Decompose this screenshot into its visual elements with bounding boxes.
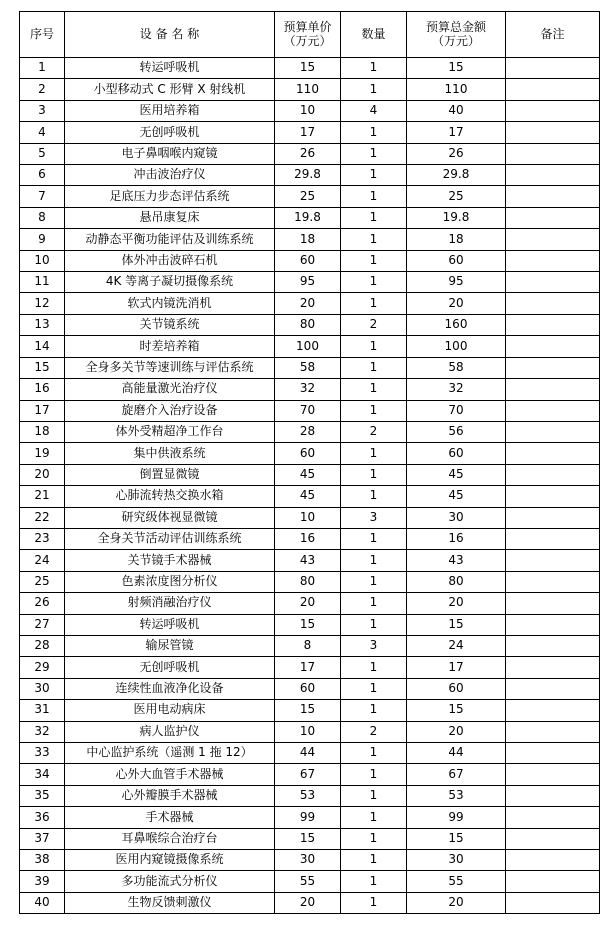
table-row <box>20 229 600 250</box>
cell-unit-price: 60 <box>275 678 341 699</box>
cell-note <box>506 486 600 507</box>
cell-qty: 1 <box>341 571 407 592</box>
cell-note <box>506 528 600 549</box>
header-total <box>407 12 506 58</box>
cell-unit-price: 80 <box>275 571 341 592</box>
table-row <box>20 165 600 186</box>
cell-note <box>506 443 600 464</box>
table-row <box>20 528 600 549</box>
cell-name: 多功能流式分析仪 <box>65 871 275 892</box>
cell-note <box>506 550 600 571</box>
cell-note <box>506 743 600 764</box>
cell-note <box>506 79 600 100</box>
cell-note <box>506 700 600 721</box>
cell-qty: 1 <box>341 743 407 764</box>
table-row <box>20 550 600 571</box>
cell-qty: 1 <box>341 764 407 785</box>
cell-note <box>506 850 600 871</box>
cell-name: 色素浓度图分析仪 <box>65 571 275 592</box>
cell-name: 手术器械 <box>65 807 275 828</box>
cell-unit-price: 17 <box>275 122 341 143</box>
cell-note <box>506 593 600 614</box>
table-row <box>20 678 600 699</box>
cell-note <box>506 250 600 271</box>
cell-name: 耳鼻喉综合治疗台 <box>65 828 275 849</box>
cell-unit-price: 20 <box>275 593 341 614</box>
cell-seq: 38 <box>20 850 65 871</box>
cell-total: 24 <box>407 635 506 656</box>
cell-total: 40 <box>407 100 506 121</box>
cell-seq: 36 <box>20 807 65 828</box>
cell-total: 32 <box>407 379 506 400</box>
cell-seq: 23 <box>20 528 65 549</box>
cell-seq: 14 <box>20 336 65 357</box>
cell-note <box>506 785 600 806</box>
cell-qty: 1 <box>341 122 407 143</box>
cell-note <box>506 143 600 164</box>
cell-total: 43 <box>407 550 506 571</box>
cell-qty: 1 <box>341 678 407 699</box>
table-row <box>20 122 600 143</box>
cell-seq: 37 <box>20 828 65 849</box>
cell-name: 时差培养箱 <box>65 336 275 357</box>
cell-name: 集中供液系统 <box>65 443 275 464</box>
cell-qty: 1 <box>341 58 407 79</box>
cell-name: 医用培养箱 <box>65 100 275 121</box>
cell-total: 26 <box>407 143 506 164</box>
cell-qty: 1 <box>341 165 407 186</box>
cell-qty: 1 <box>341 293 407 314</box>
cell-name: 转运呼吸机 <box>65 58 275 79</box>
cell-qty: 1 <box>341 357 407 378</box>
cell-unit-price: 44 <box>275 743 341 764</box>
cell-name: 生物反馈刺激仪 <box>65 892 275 913</box>
cell-seq: 34 <box>20 764 65 785</box>
cell-qty: 1 <box>341 79 407 100</box>
cell-seq: 19 <box>20 443 65 464</box>
cell-seq: 1 <box>20 58 65 79</box>
cell-qty: 2 <box>341 721 407 742</box>
cell-qty: 1 <box>341 785 407 806</box>
cell-unit-price: 60 <box>275 250 341 271</box>
cell-seq: 35 <box>20 785 65 806</box>
cell-note <box>506 314 600 335</box>
equipment-budget-table <box>19 11 600 914</box>
cell-name: 电子鼻咽喉内窥镜 <box>65 143 275 164</box>
cell-qty: 1 <box>341 871 407 892</box>
cell-unit-price: 32 <box>275 379 341 400</box>
table-row <box>20 850 600 871</box>
cell-seq: 9 <box>20 229 65 250</box>
cell-name: 心外瓣膜手术器械 <box>65 785 275 806</box>
cell-total: 18 <box>407 229 506 250</box>
cell-name: 中心监护系统（遥测 1 拖 12） <box>65 743 275 764</box>
cell-total: 60 <box>407 443 506 464</box>
cell-name: 小型移动式 C 形臂 X 射线机 <box>65 79 275 100</box>
cell-qty: 1 <box>341 593 407 614</box>
cell-unit-price: 99 <box>275 807 341 828</box>
cell-seq: 22 <box>20 507 65 528</box>
table-row <box>20 743 600 764</box>
cell-note <box>506 336 600 357</box>
cell-note <box>506 635 600 656</box>
cell-total: 55 <box>407 871 506 892</box>
cell-name: 无创呼吸机 <box>65 122 275 143</box>
cell-total: 20 <box>407 593 506 614</box>
table-row <box>20 635 600 656</box>
cell-seq: 6 <box>20 165 65 186</box>
table-row <box>20 186 600 207</box>
cell-qty: 1 <box>341 528 407 549</box>
cell-name: 转运呼吸机 <box>65 614 275 635</box>
table-row <box>20 593 600 614</box>
cell-note <box>506 828 600 849</box>
cell-unit-price: 20 <box>275 293 341 314</box>
cell-note <box>506 400 600 421</box>
cell-name: 医用电动病床 <box>65 700 275 721</box>
cell-total: 70 <box>407 400 506 421</box>
table-row <box>20 357 600 378</box>
cell-seq: 3 <box>20 100 65 121</box>
cell-note <box>506 678 600 699</box>
cell-name: 旋磨介入治疗设备 <box>65 400 275 421</box>
cell-total: 45 <box>407 464 506 485</box>
header-seq: 序号 <box>20 12 65 58</box>
cell-total: 20 <box>407 892 506 913</box>
cell-total: 60 <box>407 678 506 699</box>
cell-name: 软式内镜洗消机 <box>65 293 275 314</box>
cell-note <box>506 207 600 228</box>
cell-unit-price: 10 <box>275 100 341 121</box>
cell-name: 射频消融治疗仪 <box>65 593 275 614</box>
table-row <box>20 700 600 721</box>
cell-qty: 1 <box>341 207 407 228</box>
table-row <box>20 871 600 892</box>
cell-total: 110 <box>407 79 506 100</box>
cell-qty: 3 <box>341 507 407 528</box>
cell-seq: 20 <box>20 464 65 485</box>
cell-total: 99 <box>407 807 506 828</box>
cell-seq: 40 <box>20 892 65 913</box>
table-row <box>20 379 600 400</box>
cell-seq: 33 <box>20 743 65 764</box>
cell-name: 心外大血管手术器械 <box>65 764 275 785</box>
cell-unit-price: 19.8 <box>275 207 341 228</box>
cell-total: 17 <box>407 122 506 143</box>
cell-name: 无创呼吸机 <box>65 657 275 678</box>
table-row <box>20 207 600 228</box>
table-header-row <box>20 12 600 58</box>
cell-qty: 1 <box>341 828 407 849</box>
cell-unit-price: 53 <box>275 785 341 806</box>
cell-note <box>506 100 600 121</box>
table-row <box>20 400 600 421</box>
table-row <box>20 421 600 442</box>
cell-name: 悬吊康复床 <box>65 207 275 228</box>
cell-name: 体外冲击波碎石机 <box>65 250 275 271</box>
table-row <box>20 143 600 164</box>
cell-total: 15 <box>407 614 506 635</box>
cell-total: 100 <box>407 336 506 357</box>
cell-seq: 21 <box>20 486 65 507</box>
cell-unit-price: 10 <box>275 721 341 742</box>
cell-note <box>506 58 600 79</box>
cell-note <box>506 379 600 400</box>
cell-name: 输尿管镜 <box>65 635 275 656</box>
cell-seq: 24 <box>20 550 65 571</box>
cell-unit-price: 17 <box>275 657 341 678</box>
table-row <box>20 764 600 785</box>
header-unit-price <box>275 12 341 58</box>
cell-name: 高能量激光治疗仪 <box>65 379 275 400</box>
cell-total: 17 <box>407 657 506 678</box>
cell-unit-price: 20 <box>275 892 341 913</box>
cell-unit-price: 100 <box>275 336 341 357</box>
cell-name: 关节镜手术器械 <box>65 550 275 571</box>
table-row <box>20 272 600 293</box>
header-unit-price-label: 预算单价 <box>283 19 332 34</box>
table-row <box>20 807 600 828</box>
cell-name: 研究级体视显微镜 <box>65 507 275 528</box>
cell-note <box>506 871 600 892</box>
header-total-label: 预算总金额 <box>425 19 486 34</box>
table-row <box>20 250 600 271</box>
table-row <box>20 507 600 528</box>
cell-unit-price: 60 <box>275 443 341 464</box>
cell-unit-price: 29.8 <box>275 165 341 186</box>
cell-total: 30 <box>407 507 506 528</box>
table-row <box>20 828 600 849</box>
cell-seq: 5 <box>20 143 65 164</box>
cell-seq: 17 <box>20 400 65 421</box>
cell-unit-price: 26 <box>275 143 341 164</box>
table-row <box>20 571 600 592</box>
cell-qty: 2 <box>341 314 407 335</box>
cell-unit-price: 18 <box>275 229 341 250</box>
cell-qty: 1 <box>341 614 407 635</box>
cell-note <box>506 122 600 143</box>
cell-note <box>506 764 600 785</box>
cell-unit-price: 80 <box>275 314 341 335</box>
cell-qty: 1 <box>341 486 407 507</box>
cell-seq: 39 <box>20 871 65 892</box>
cell-name: 关节镜系统 <box>65 314 275 335</box>
cell-qty: 3 <box>341 635 407 656</box>
cell-seq: 15 <box>20 357 65 378</box>
cell-seq: 26 <box>20 593 65 614</box>
cell-seq: 4 <box>20 122 65 143</box>
cell-total: 29.8 <box>407 165 506 186</box>
cell-qty: 1 <box>341 272 407 293</box>
cell-seq: 10 <box>20 250 65 271</box>
cell-qty: 1 <box>341 143 407 164</box>
cell-seq: 18 <box>20 421 65 442</box>
cell-qty: 1 <box>341 379 407 400</box>
table-row <box>20 443 600 464</box>
cell-total: 53 <box>407 785 506 806</box>
cell-unit-price: 28 <box>275 421 341 442</box>
cell-seq: 32 <box>20 721 65 742</box>
cell-qty: 1 <box>341 550 407 571</box>
cell-note <box>506 357 600 378</box>
header-qty: 数量 <box>341 12 407 58</box>
cell-seq: 13 <box>20 314 65 335</box>
cell-seq: 28 <box>20 635 65 656</box>
cell-name: 全身多关节等速训练与评估系统 <box>65 357 275 378</box>
cell-qty: 1 <box>341 850 407 871</box>
cell-unit-price: 8 <box>275 635 341 656</box>
cell-total: 19.8 <box>407 207 506 228</box>
header-note: 备注 <box>506 12 600 58</box>
cell-unit-price: 43 <box>275 550 341 571</box>
cell-unit-price: 15 <box>275 700 341 721</box>
cell-total: 20 <box>407 721 506 742</box>
cell-unit-price: 15 <box>275 828 341 849</box>
cell-name: 病人监护仪 <box>65 721 275 742</box>
cell-unit-price: 58 <box>275 357 341 378</box>
cell-qty: 1 <box>341 807 407 828</box>
cell-unit-price: 10 <box>275 507 341 528</box>
cell-qty: 1 <box>341 336 407 357</box>
cell-seq: 8 <box>20 207 65 228</box>
table-row <box>20 58 600 79</box>
cell-seq: 12 <box>20 293 65 314</box>
cell-note <box>506 464 600 485</box>
cell-seq: 2 <box>20 79 65 100</box>
cell-total: 15 <box>407 828 506 849</box>
cell-note <box>506 229 600 250</box>
table-row <box>20 486 600 507</box>
header-unit-price-unit: （万元） <box>283 33 332 48</box>
cell-qty: 1 <box>341 186 407 207</box>
cell-name: 体外受精超净工作台 <box>65 421 275 442</box>
cell-total: 45 <box>407 486 506 507</box>
cell-qty: 1 <box>341 250 407 271</box>
cell-qty: 2 <box>341 421 407 442</box>
cell-total: 60 <box>407 250 506 271</box>
cell-total: 20 <box>407 293 506 314</box>
cell-note <box>506 571 600 592</box>
cell-total: 67 <box>407 764 506 785</box>
cell-note <box>506 165 600 186</box>
cell-name: 足底压力步态评估系统 <box>65 186 275 207</box>
cell-qty: 1 <box>341 229 407 250</box>
cell-name: 全身关节活动评估训练系统 <box>65 528 275 549</box>
cell-total: 25 <box>407 186 506 207</box>
table-row <box>20 785 600 806</box>
table-row <box>20 336 600 357</box>
cell-total: 16 <box>407 528 506 549</box>
cell-total: 160 <box>407 314 506 335</box>
table-body <box>20 58 600 914</box>
cell-name: 4K 等离子凝切摄像系统 <box>65 272 275 293</box>
cell-seq: 16 <box>20 379 65 400</box>
cell-total: 95 <box>407 272 506 293</box>
cell-note <box>506 657 600 678</box>
table-row <box>20 614 600 635</box>
cell-name: 医用内窥镜摄像系统 <box>65 850 275 871</box>
table-row <box>20 79 600 100</box>
table-row <box>20 293 600 314</box>
table-row <box>20 657 600 678</box>
cell-note <box>506 807 600 828</box>
cell-total: 80 <box>407 571 506 592</box>
cell-unit-price: 45 <box>275 486 341 507</box>
cell-unit-price: 25 <box>275 186 341 207</box>
cell-qty: 1 <box>341 892 407 913</box>
table-row <box>20 314 600 335</box>
cell-unit-price: 55 <box>275 871 341 892</box>
cell-note <box>506 721 600 742</box>
cell-note <box>506 421 600 442</box>
cell-seq: 25 <box>20 571 65 592</box>
cell-unit-price: 67 <box>275 764 341 785</box>
table-row <box>20 464 600 485</box>
cell-seq: 29 <box>20 657 65 678</box>
cell-seq: 7 <box>20 186 65 207</box>
table-row <box>20 892 600 913</box>
cell-unit-price: 70 <box>275 400 341 421</box>
cell-name: 心肺流转热交换水箱 <box>65 486 275 507</box>
header-name: 设 备 名 称 <box>65 12 275 58</box>
cell-note <box>506 892 600 913</box>
cell-name: 动静态平衡功能评估及训练系统 <box>65 229 275 250</box>
cell-name: 连续性血液净化设备 <box>65 678 275 699</box>
cell-unit-price: 15 <box>275 614 341 635</box>
cell-total: 15 <box>407 58 506 79</box>
cell-unit-price: 30 <box>275 850 341 871</box>
cell-note <box>506 293 600 314</box>
cell-qty: 1 <box>341 464 407 485</box>
cell-seq: 31 <box>20 700 65 721</box>
cell-qty: 1 <box>341 443 407 464</box>
table-row <box>20 721 600 742</box>
cell-unit-price: 15 <box>275 58 341 79</box>
cell-total: 15 <box>407 700 506 721</box>
cell-name: 冲击波治疗仪 <box>65 165 275 186</box>
cell-total: 56 <box>407 421 506 442</box>
cell-seq: 30 <box>20 678 65 699</box>
cell-qty: 1 <box>341 657 407 678</box>
cell-note <box>506 614 600 635</box>
cell-unit-price: 95 <box>275 272 341 293</box>
cell-total: 30 <box>407 850 506 871</box>
table-row <box>20 100 600 121</box>
cell-note <box>506 507 600 528</box>
cell-total: 58 <box>407 357 506 378</box>
cell-total: 44 <box>407 743 506 764</box>
cell-unit-price: 110 <box>275 79 341 100</box>
cell-qty: 1 <box>341 400 407 421</box>
cell-unit-price: 16 <box>275 528 341 549</box>
cell-note <box>506 186 600 207</box>
cell-seq: 11 <box>20 272 65 293</box>
cell-seq: 27 <box>20 614 65 635</box>
header-total-unit: （万元） <box>431 33 480 48</box>
cell-unit-price: 45 <box>275 464 341 485</box>
cell-qty: 4 <box>341 100 407 121</box>
cell-note <box>506 272 600 293</box>
cell-qty: 1 <box>341 700 407 721</box>
cell-name: 倒置显微镜 <box>65 464 275 485</box>
